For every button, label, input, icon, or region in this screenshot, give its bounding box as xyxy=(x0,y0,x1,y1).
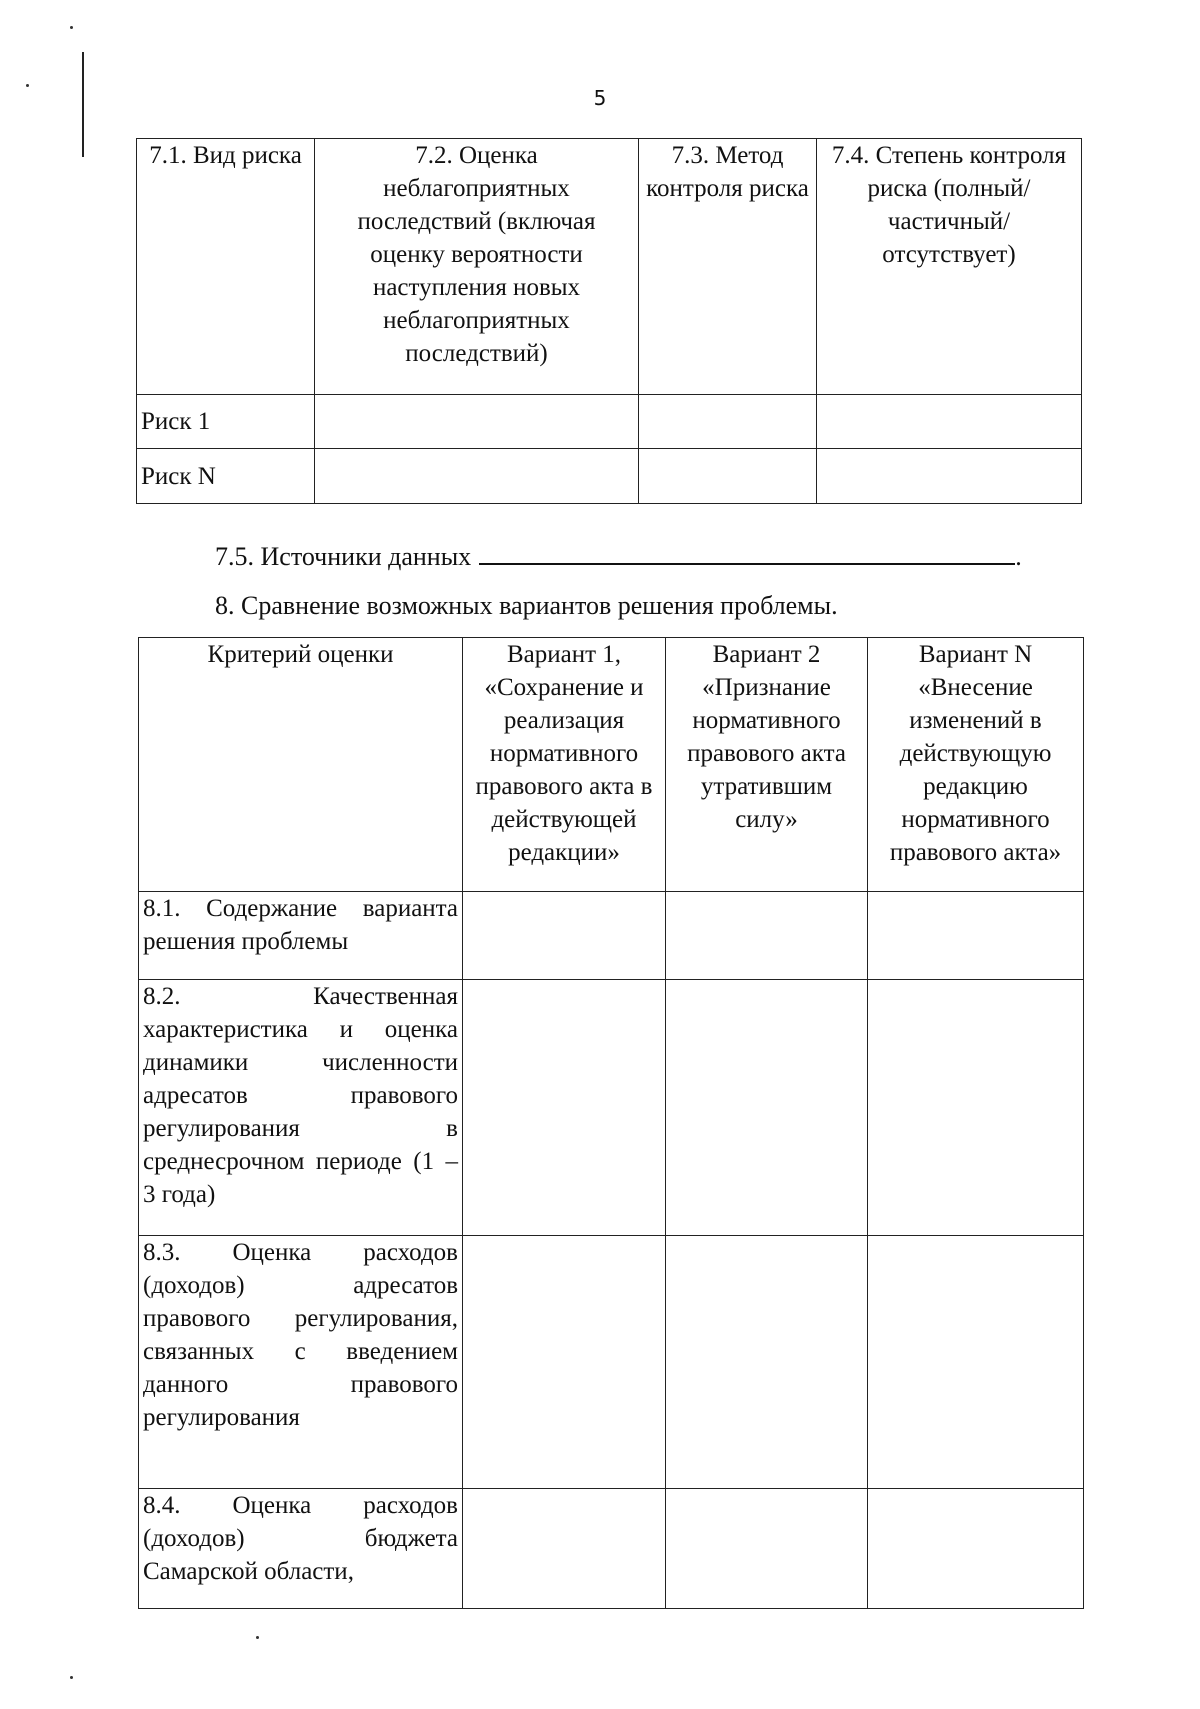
table-cell xyxy=(315,449,639,504)
criterion-cell: 8.2. Качественная характеристика и оценка динамики численности адресатов правового регулирования в среднесрочном периоде (1 – 3 года) xyxy=(139,980,463,1236)
risk-table xyxy=(136,138,1082,504)
data-sources-line xyxy=(215,541,1022,573)
scan-speck xyxy=(70,1676,73,1679)
table-cell xyxy=(639,449,817,504)
table-cell xyxy=(817,449,1082,504)
criterion-cell: 8.1. Содержание варианта решения проблемы xyxy=(139,892,463,980)
table-cell xyxy=(868,1489,1084,1609)
table-cell xyxy=(315,395,639,449)
options-header-variant-1: Вариант 1, «Сохранение и реализация нормативного правового акта в действующей редакции» xyxy=(463,638,666,892)
data-sources-label: 7.5. Источники данных xyxy=(215,542,472,571)
options-table xyxy=(138,637,1084,1609)
table-cell xyxy=(666,1236,868,1489)
risk-row-label: Риск 1 xyxy=(137,395,315,449)
page-number: 5 xyxy=(593,86,607,110)
table-cell xyxy=(463,1236,666,1489)
table-cell xyxy=(463,1489,666,1609)
risk-table-header-degree: 7.4. Степень контроля риска (полный/частичный/ отсутствует) xyxy=(817,139,1082,395)
data-sources-end: . xyxy=(1015,542,1022,571)
table-cell xyxy=(666,980,868,1236)
scan-speck xyxy=(256,1636,259,1639)
table-cell xyxy=(666,1489,868,1609)
table-cell xyxy=(868,892,1084,980)
risk-table-header-assessment: 7.2. Оценка неблагоприятных последствий (включая оценку вероятности наступления новых неблагоприятных последствий) xyxy=(315,139,639,395)
options-header-variant-2: Вариант 2 «Признание нормативного правового акта утратившим силу» xyxy=(666,638,868,892)
section-8-title: 8. Сравнение возможных вариантов решения проблемы. xyxy=(215,591,838,620)
options-header-variant-n: Вариант N «Внесение изменений в действующую редакцию нормативного правового акта» xyxy=(868,638,1084,892)
data-sources-blank xyxy=(479,543,1015,565)
scan-speck xyxy=(70,26,73,29)
risk-table-header-method: 7.3. Метод контроля риска xyxy=(639,139,817,395)
table-cell xyxy=(868,980,1084,1236)
table-cell xyxy=(666,892,868,980)
criterion-cell: 8.4. Оценка расходов (доходов) бюджета Самарской области, xyxy=(139,1489,463,1609)
risk-row-label: Риск N xyxy=(137,449,315,504)
table-cell xyxy=(463,980,666,1236)
criterion-cell: 8.3. Оценка расходов (доходов) адресатов правового регулирования, связанных с введением данного правового регулирования xyxy=(139,1236,463,1489)
table-cell xyxy=(463,892,666,980)
table-cell xyxy=(817,395,1082,449)
risk-table-header-type: 7.1. Вид риска xyxy=(137,139,315,395)
options-header-criterion: Критерий оценки xyxy=(139,638,463,892)
table-cell xyxy=(868,1236,1084,1489)
table-cell xyxy=(639,395,817,449)
